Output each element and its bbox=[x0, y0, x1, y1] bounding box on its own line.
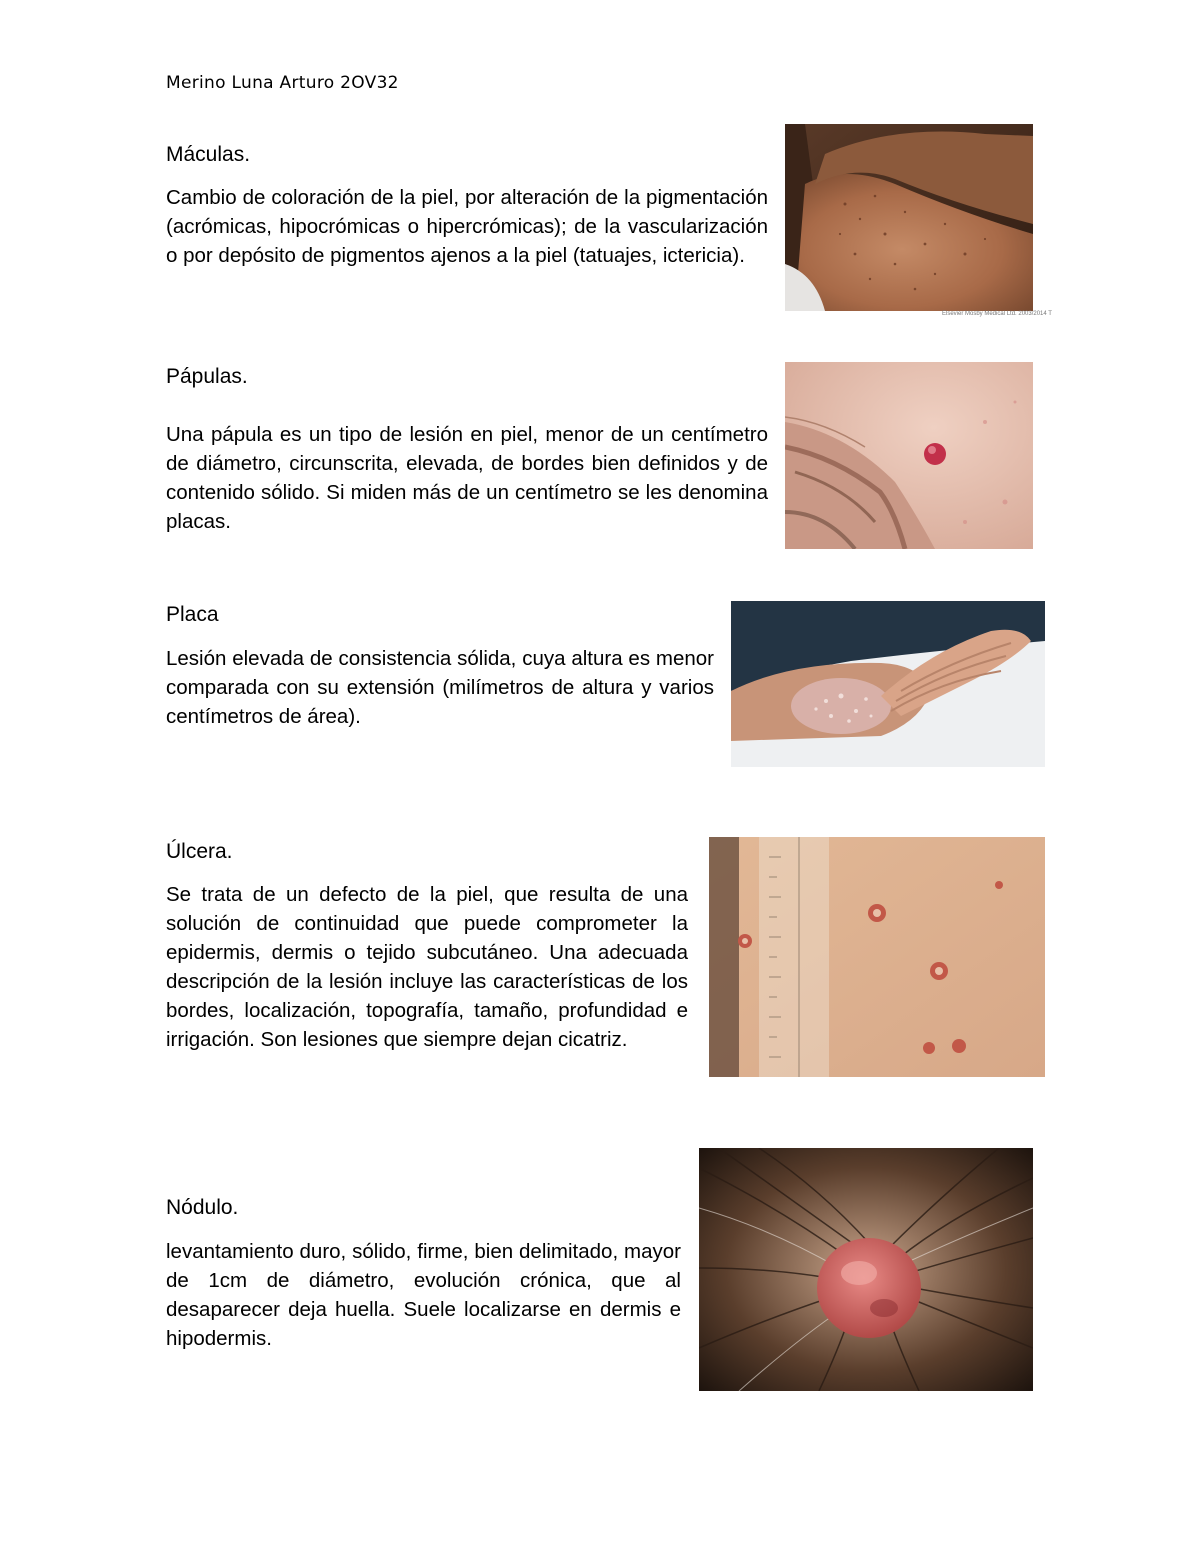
elbow-plaque-photo bbox=[731, 601, 1045, 767]
section-text-papulas: Una pápula es un tipo de lesión en piel, menor de un centímetro de diámetro, circunscrita, elevada, de bordes bien definidos y de contenido sólido. Si miden más de un centímetro se les denomina placas. bbox=[166, 423, 768, 533]
forehead-papule-photo bbox=[785, 362, 1033, 549]
ulcer-ruler-photo bbox=[709, 837, 1045, 1077]
scalp-nodule-photo bbox=[699, 1148, 1033, 1391]
author-header: Merino Luna Arturo 2OV32 bbox=[166, 73, 399, 93]
shoulder-macules-photo bbox=[785, 124, 1033, 311]
image-caption: Elsevier Mosby Medical Ltd. 2003/2014 T bbox=[942, 311, 1052, 317]
section-text-maculas: Cambio de coloración de la piel, por alteración de la pigmentación (acrómicas, hipocrómicas o hipercrómicas); de la vascularización o por depósito de pigmentos ajenos a la piel (tatuajes, ictericia). bbox=[166, 186, 768, 267]
section-title-papulas: Pápulas. bbox=[166, 365, 248, 388]
section-title-placa: Placa bbox=[166, 603, 219, 626]
section-title-maculas: Máculas. bbox=[166, 143, 251, 166]
section-title-nodulo: Nódulo. bbox=[166, 1196, 239, 1219]
section-text-placa: Lesión elevada de consistencia sólida, cuya altura es menor comparada con su extensión (milímetros de altura y varios centímetros de área). bbox=[166, 647, 714, 728]
section-text-nodulo: levantamiento duro, sólido, firme, bien delimitado, mayor de 1cm de diámetro, evolución crónica, que al desaparecer deja huella. Suele localizarse en dermis e hipodermis. bbox=[166, 1240, 681, 1350]
section-text-ulcera: Se trata de un defecto de la piel, que resulta de una solución de continuidad que puede comprometer la epidermis, dermis o tejido subcutáneo. Una adecuada descripción de la lesión incluye las características de los bordes, localización, topografía, tamaño, profundidad e irrigación. Son lesiones que siempre dejan cicatriz. bbox=[166, 883, 688, 1051]
section-title-ulcera: Úlcera. bbox=[166, 840, 233, 863]
